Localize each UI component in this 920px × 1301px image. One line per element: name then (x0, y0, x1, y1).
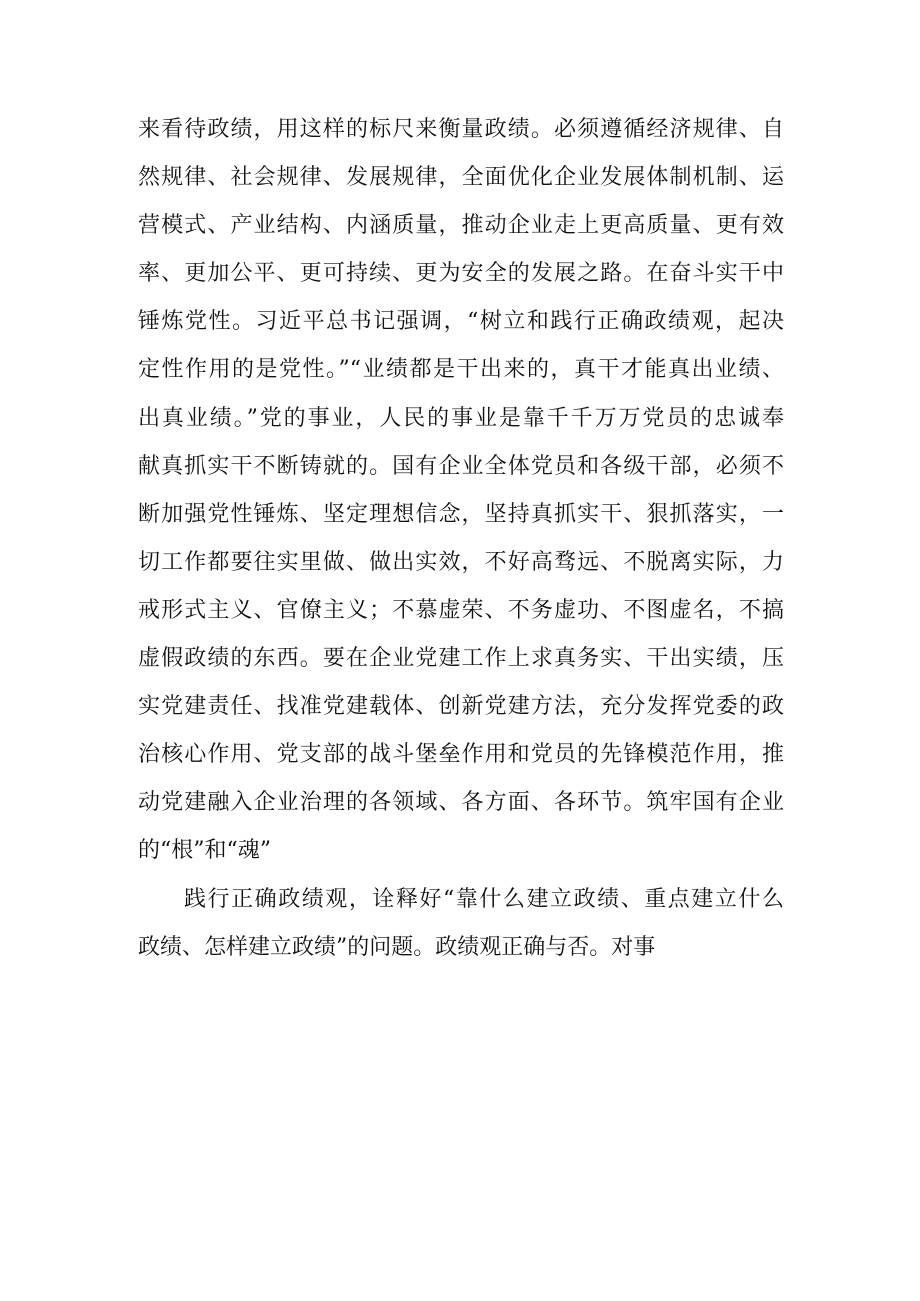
document-body (138, 106, 784, 972)
section-heading: 的“根”和“魂” (138, 838, 271, 864)
text-line: 锤炼党性。习近平总书记强调，“树立和践行正确政绩观，起决 (138, 309, 784, 335)
text-line: 动党建融入企业治理的各领域、各方面、各环节。筑牢国有企业 (138, 790, 784, 816)
text-line: 虚假政绩的东西。要在企业党建工作上求真务实、干出实绩，压 (138, 646, 784, 672)
text-line: 政绩、怎样建立政绩”的问题。政绩观正确与否。对事 (138, 934, 656, 960)
text-line: 率、更加公平、更可持续、更为安全的发展之路。在奋斗实干中 (138, 261, 784, 287)
text-line: 献真抓实干不断铸就的。国有企业全体党员和各级干部，必须不 (138, 453, 784, 479)
text-line: 定性作用的是党性。”“业绩都是干出来的，真干才能真出业绩、 (138, 357, 784, 383)
text-line: 戒形式主义、官僚主义；不慕虚荣、不务虚功、不图虚名，不搞 (138, 597, 784, 623)
paragraph-start-line: 践行正确政绩观，诠释好“靠什么建立政绩、重点建立什么 (184, 886, 784, 912)
text-line: 出真业绩。”党的事业，人民的事业是靠千千万万党员的忠诚奉 (138, 405, 784, 431)
text-line: 切工作都要往实里做、做出实效，不好高骛远、不脱离实际，力 (138, 549, 784, 575)
text-line: 治核心作用、党支部的战斗堡垒作用和党员的先锋模范作用，推 (138, 742, 784, 768)
text-line: 营模式、产业结构、内涵质量，推动企业走上更高质量、更有效 (138, 213, 784, 239)
text-line: 来看待政绩，用这样的标尺来衡量政绩。必须遵循经济规律、自 (138, 117, 784, 142)
text-line: 然规律、社会规律、发展规律，全面优化企业发展体制机制、运 (138, 165, 784, 191)
text-line: 实党建责任、找准党建载体、创新党建方法，充分发挥党委的政 (138, 694, 784, 720)
text-line: 断加强党性锤炼、坚定理想信念，坚持真抓实干、狠抓落实，一 (138, 501, 784, 527)
